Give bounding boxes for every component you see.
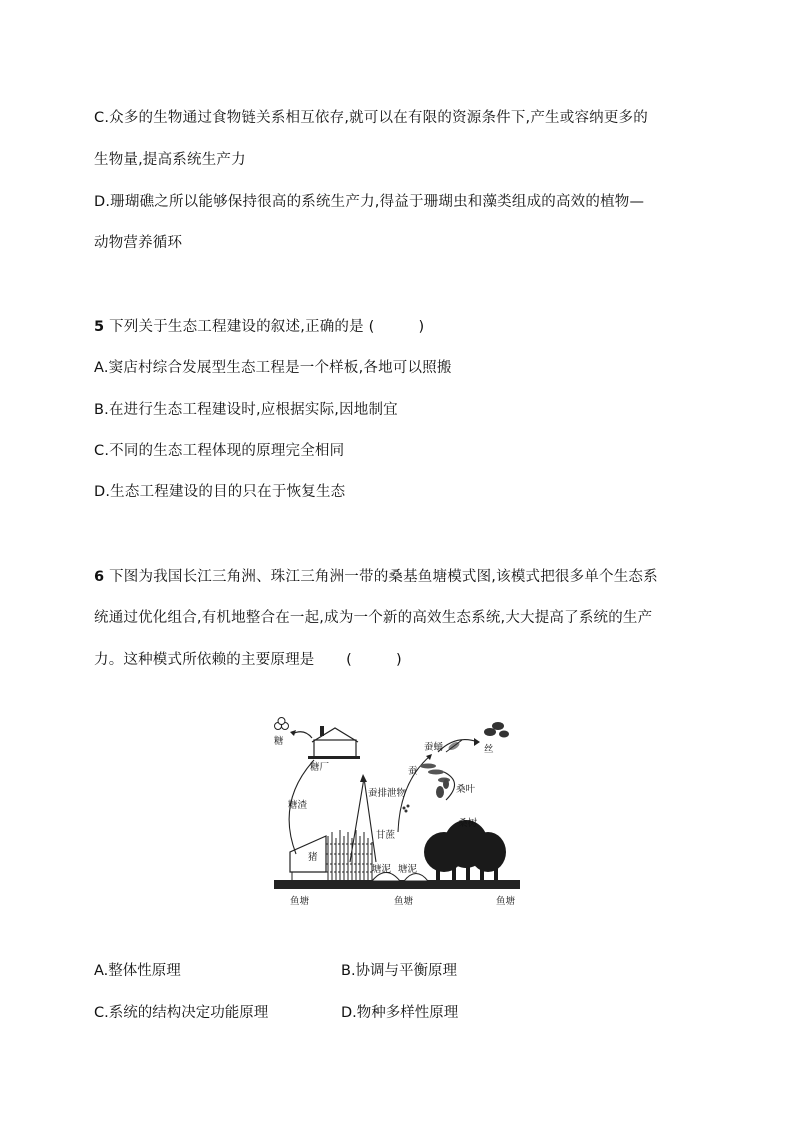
label-pond-mud-1: 塘泥 <box>372 864 392 875</box>
label-pig: 猪 <box>308 852 318 863</box>
q5-number: 5 <box>94 319 105 335</box>
q6-option-c: C.系统的结构决定功能原理 <box>94 1005 269 1021</box>
q5-option-a: A.窦店村综合发展型生态工程是一个样板,各地可以照搬 <box>94 360 452 376</box>
q6-option-d: D.物种多样性原理 <box>341 1005 459 1021</box>
q6-stem-line1 <box>94 567 658 587</box>
mulberry-trees <box>424 820 506 880</box>
diagram-svg <box>268 712 526 910</box>
q5-option-b: B.在进行生态工程建设时,应根据实际,因地制宜 <box>94 402 398 418</box>
q6-stem-text-3: 力。这种模式所依赖的主要原理是 <box>94 652 315 668</box>
label-pupa: 蚕蛹 <box>424 742 444 753</box>
label-sugarcane: 甘蔗 <box>376 830 396 841</box>
q6-option-a: A.整体性原理 <box>94 963 181 979</box>
q5-paren-open: ( <box>368 319 375 335</box>
sugarcane-field <box>326 830 374 880</box>
q6-option-b: B.协调与平衡原理 <box>341 963 458 979</box>
label-pond-mud-2: 塘泥 <box>398 864 418 875</box>
label-fishpond-3: 鱼塘 <box>496 896 516 907</box>
sugar-factory <box>308 726 360 759</box>
q6-paren-close: ) <box>395 652 402 668</box>
q6-number: 6 <box>94 569 105 585</box>
label-molasses: 糖渣 <box>288 800 308 811</box>
excrement-icon <box>403 805 410 813</box>
q4-option-d-line2: 动物营养循环 <box>94 235 183 251</box>
label-sugar: 糖 <box>274 736 284 747</box>
q4-option-d-line1: D.珊瑚礁之所以能够保持很高的系统生产力,得益于珊瑚虫和藻类组成的高效的植物— <box>94 194 645 210</box>
q6-stem-line3 <box>94 650 402 670</box>
label-fishpond-1: 鱼塘 <box>290 896 310 907</box>
q5-stem <box>94 317 424 337</box>
label-silk: 丝 <box>484 744 494 755</box>
label-silkworm-excrement: 蚕排泄物 <box>368 788 407 799</box>
q6-paren-open: ( <box>346 652 352 668</box>
q6-stem-line2: 统通过优化组合,有机地整合在一起,成为一个新的高效生态系统,大大提高了系统的生产 <box>94 610 653 626</box>
q5-option-c: C.不同的生态工程体现的原理完全相同 <box>94 443 345 459</box>
q4-option-c-line2: 生物量,提高系统生产力 <box>94 152 246 168</box>
label-fishpond-2: 鱼塘 <box>394 896 414 907</box>
label-mulberry-tree: 桑树 <box>458 818 478 829</box>
label-sugar-factory: 糖厂 <box>310 762 330 773</box>
silk-icon <box>484 722 509 738</box>
q5-stem-text: 下列关于生态工程建设的叙述,正确的是 <box>109 319 364 335</box>
q5-paren-close: ) <box>418 319 425 335</box>
label-mulberry-leaf: 桑叶 <box>456 784 476 795</box>
q6-stem-text-1: 下图为我国长江三角洲、珠江三角洲一带的桑基鱼塘模式图,该模式把很多单个生态系 <box>109 569 658 585</box>
mulberry-fishpond-diagram <box>268 712 526 910</box>
label-silkworm: 蚕 <box>408 766 418 777</box>
sugar-pile-icon <box>275 718 289 730</box>
q5-option-d: D.生态工程建设的目的只在于恢复生态 <box>94 484 346 500</box>
q4-option-c-line1: C.众多的生物通过食物链关系相互依存,就可以在有限的资源条件下,产生或容纳更多的 <box>94 110 648 126</box>
